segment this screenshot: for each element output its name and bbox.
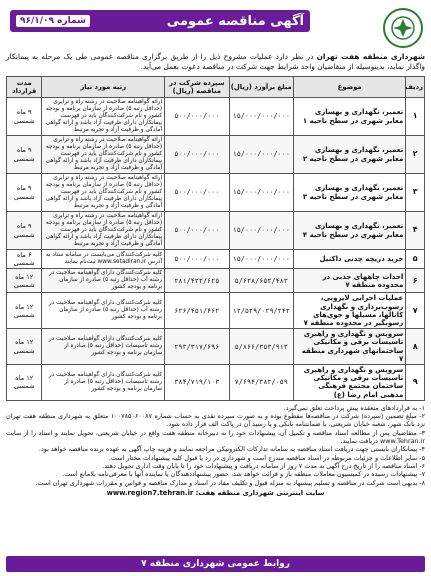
col-header-subject: موضوع — [294, 77, 406, 98]
row-estimate: ۱۵/۰۰۰/۰۰۰/۰۰۰ — [229, 250, 293, 269]
table-row — [7, 365, 425, 401]
row-number: ۶ — [406, 269, 425, 293]
table-row — [7, 269, 425, 293]
row-estimate: ۱۵/۰۰۰/۰۰۰/۰۰۰ — [229, 98, 293, 136]
row-number: ۸ — [406, 329, 425, 365]
row-qualification: کلیه شرکت‌کنندگان دارای گواهینامه صلاحیت در رشته تاسیسات (حداقل رتبه ۵) صادره از سازمان برنامه و بودجه کشور — [42, 365, 165, 401]
row-duration: ۱۲ ماه شمسی — [7, 269, 42, 293]
row-qualification: ارائه گواهینامه صلاحیت در رشته راه و ترابری (حداقل رتبه ۵) صادره از سازمان برنامه و بودجه کشور و نام شرکت‌کنندگان باید در فهرست پیمانکاران دارای ظرفیت آزاد باشد و ارائه گواهی آمادگی و ظرفیت آزاد و تجربه مرتبط — [42, 136, 165, 174]
col-header-deposit: سپرده شرکت در مناقصه (ریال) — [165, 77, 229, 98]
row-duration: ۹ ماه شمسی — [7, 212, 42, 250]
row-estimate: ۵/۸۶۶/۳۵۳/۹۱۳ — [229, 329, 293, 365]
table-header-row — [7, 77, 425, 98]
tehran-municipality-logo-icon — [383, 8, 423, 48]
col-header-qualification: رتبه مورد نیاز — [42, 77, 165, 98]
row-qualification: کلیه شرکت‌کنندگان می‌بایست در سامانه ستاد به آدرس www.setadiran.ir ثبت‌نام نمایند — [42, 250, 165, 269]
title-banner — [10, 10, 310, 32]
row-deposit: ۵۰۰/۰۰۰/۰۰۰ — [165, 136, 229, 174]
row-number: ۱ — [406, 98, 425, 136]
col-header-row-no: ردیف — [406, 77, 425, 98]
note-item: ۷- پیشنهادات رسیده در کمیسیون معاملات منطقه باز و قرائت خواهد شد، حضور پیشنهاددهندگان یا نماینده آنها با معرفی‌نامه بلامانع است. — [62, 470, 425, 479]
row-subject: عملیات اجرایی لایروبی، رسوب‌برداری و نگهداری کانالها، مسیلها و جوی‌های رسوبگیر در محدوده منطقه ۷ — [294, 293, 406, 329]
row-number: ۹ — [406, 365, 425, 401]
row-estimate: ۷/۶۹۴/۳۸۲/۰۵۹ — [229, 365, 293, 401]
row-deposit: ۵۰۰/۰۰۰/۰۰۰ — [165, 212, 229, 250]
row-deposit: ۵۰۰/۰۰۰/۰۰۰ — [165, 98, 229, 136]
row-deposit: ۵۰۰/۰۰۰/۰۰۰ — [165, 250, 229, 269]
header — [6, 6, 425, 52]
col-header-estimate: مبلغ برآورد (ریال) — [229, 77, 293, 98]
row-subject: خرید دریچه چدنی داکتیل — [294, 250, 406, 269]
row-duration: ۹ ماه شمسی — [7, 98, 42, 136]
row-duration: ۱۲ ماه شمسی — [7, 329, 42, 365]
row-estimate: ۱۵/۰۰۰/۰۰۰/۰۰۰ — [229, 212, 293, 250]
website-line[interactable]: سایت اینترنتی شهرداری منطقه هفت: www.region7.tehran.ir — [106, 488, 325, 497]
row-subject: احداث چاههای جذبی در محدوده منطقه ۷ — [294, 269, 406, 293]
row-number: ۲ — [406, 136, 425, 174]
intro-text: در نظر دارد عملیات مشروح ذیل را از طریق برگزاری مناقصه عمومی طی یک مرحله به پیمانکار واگذار نماید، بدینوسیله از متقاضیان واجد شرایط جهت شرکت در مناقصه دعوت بعمل می‌آید. — [6, 52, 425, 71]
row-estimate: ۵/۶۲۸/۶۵۲/۴۸۳ — [229, 269, 293, 293]
row-subject: تعمیر، نگهداری و بهسازی معابر شهری در سطح ناحیه ۲ — [294, 136, 406, 174]
row-deposit: ۵۰۰/۰۰۰/۰۰۰ — [165, 174, 229, 212]
ad-title: آگهی مناقصه عمومی — [166, 13, 304, 29]
note-item: ۳- متقاضیان پس از مطالعه اسناد مناقصه و تکمیل آن، پیشنهادات خود را به دبیرخانه منطقه هفت واقع در خیابان شریعتی، تحویل نمایند و اسناد را از سایت www.Tehran.ir دریافت نمایند. — [6, 428, 425, 446]
table-row — [7, 212, 425, 250]
row-duration: ۹ ماه شمسی — [7, 174, 42, 212]
table-row — [7, 136, 425, 174]
row-number: ۵ — [406, 250, 425, 269]
row-qualification: کلیه شرکت‌کنندگان دارای گواهینامه صلاحیت در رشته آب (حداقل رتبه ۵) صادره از سازمان برنامه و بودجه کشور — [42, 293, 165, 329]
row-qualification: کلیه شرکت‌کنندگان دارای گواهینامه صلاحیت در رشته تاسیسات (حداقل رتبه ۵) صادره از سازمان برنامه و بودجه کشور — [42, 329, 165, 365]
table-row — [7, 174, 425, 212]
note-item: ۸- بدیهی است شرکت در مناقصه و تسلیم پیشنهاد به منزله قبول و تکلیف مفاد در اسناد و مدارک مناقصه و قوانین و مقررات شهرداری تهران است. — [35, 478, 425, 487]
row-estimate: ۱۲/۵۲۹/۰۲۹/۲۴۲ — [229, 293, 293, 329]
row-number: ۴ — [406, 212, 425, 250]
footer-text: روابط عمومی شهرداری منطقه ۷ — [141, 559, 290, 569]
ad-number: شماره ۹۶/۱/۰۹ — [16, 15, 90, 27]
table-row — [7, 293, 425, 329]
row-deposit: ۲۹۳/۳۱۷/۶۹۶ — [165, 329, 229, 365]
note-item: ۱- به قراردادهای منعقده پیش پرداخت تعلق نمی‌گیرد. — [283, 403, 425, 412]
intro-org: شهرداری منطقه هفت تهران — [316, 52, 425, 61]
note-item: ۴- پیمانکاران بایستی جهت دریافت اسناد مناقصه به سامانه تدارکات الکترونیکی مراجعه نمایند و هزینه چاپ آگهی به عهده برنده مناقصه خواهد بود. — [38, 445, 425, 454]
note-item: ۵- سایر اطلاعات و جزئیات مربوطه در اسناد مناقصه مندرج است و شهرداری در رد یا قبول کلیه پیشنهادات مختار است. — [108, 453, 425, 462]
row-duration: ۱۲ ماه شمسی — [7, 293, 42, 329]
row-estimate: ۱۵/۰۰۰/۰۰۰/۰۰۰ — [229, 174, 293, 212]
row-deposit: ۲۸۱/۴۳۲/۶۲۵ — [165, 269, 229, 293]
row-qualification: ارائه گواهینامه صلاحیت در رشته راه و ترابری (حداقل رتبه ۵) صادره از سازمان برنامه و بودجه کشور و نام شرکت‌کنندگان باید در فهرست پیمانکاران دارای ظرفیت آزاد باشد و ارائه گواهی آمادگی و ظرفیت آزاد و تجربه مرتبط — [42, 212, 165, 250]
row-qualification: ارائه گواهینامه صلاحیت در رشته راه و ترابری (حداقل رتبه ۵) صادره از سازمان برنامه و بودجه کشور و نام شرکت‌کنندگان باید در فهرست پیمانکاران دارای ظرفیت آزاد باشد و ارائه گواهی آمادگی و ظرفیت آزاد و تجربه مرتبط — [42, 174, 165, 212]
note-item: ۲- مبلغ تضمین (سپرده) شرکت در مناقصه‌ها مقطوع بوده و به صورت سپرده نقدی به حساب شماره ۱۰۰۷۸۵۰۶۰۰۸۷ متعلق به شهرداری منطقه هفت تهران نزد بانک شهر، شعبه خیابان شریعتی، یا ضمانتنامه بانکی و یا رسید آن در پاکت الف قرار داده شود. — [6, 412, 425, 429]
row-subject: تعمیر، نگهداری و بهسازی معابر شهری در سطح ناحیه ۳ — [294, 174, 406, 212]
tender-table — [6, 76, 425, 401]
row-duration: ۹ ماه شمسی — [7, 136, 42, 174]
row-number: ۳ — [406, 174, 425, 212]
row-duration: ۶ ماه شمسی — [7, 250, 42, 269]
row-subject: سرویس و نگهداری و راهبری تاسیسات برقی و مکانیکی ساختمانهای شهرداری منطقه ۷ — [294, 329, 406, 365]
table-row — [7, 98, 425, 136]
table-row — [7, 329, 425, 365]
row-number: ۷ — [406, 293, 425, 329]
row-subject: تعمیر، نگهداری و بهسازی معابر شهری در سطح ناحیه ۴ — [294, 212, 406, 250]
intro-paragraph — [6, 52, 425, 72]
notes — [6, 404, 425, 487]
row-deposit: ۳۸۴/۷۱۹/۱۰۳ — [165, 365, 229, 401]
table-row — [7, 250, 425, 269]
row-estimate: ۱۵/۰۰۰/۰۰۰/۰۰۰ — [229, 136, 293, 174]
footer-banner — [6, 556, 425, 572]
note-item: ۶- اسناد مناقصه را از تاریخ درج آگهی به مدت ۷ روز از سامانه دریافت و پیشنهادات خود را تا پایان وقت اداری تحویل دهند. — [102, 461, 425, 470]
row-qualification: ارائه گواهینامه صلاحیت در رشته راه و ترابری (حداقل رتبه ۵) صادره از سازمان برنامه و بودجه کشور و نام شرکت‌کنندگان باید در فهرست پیمانکاران دارای ظرفیت آزاد باشد و ارائه گواهی آمادگی و ظرفیت آزاد و تجربه مرتبط — [42, 98, 165, 136]
row-subject: تعمیر، نگهداری و بهسازی معابر شهری در سطح ناحیه ۱ — [294, 98, 406, 136]
row-qualification: کلیه شرکت‌کنندگان دارای گواهینامه صلاحیت در رشته آب (حداقل رتبه ۵) صادره از سازمان برنامه و بودجه کشور — [42, 269, 165, 293]
col-header-duration: مدت قرارداد — [7, 77, 42, 98]
row-deposit: ۶۲۶/۴۵۱/۴۶۲ — [165, 293, 229, 329]
row-subject: سرویس و نگهداری و راهبری تاسیسات برقی و مکانیکی ساختمان مجتمع فرهنگی مذهبی امام رضا (ع) — [294, 365, 406, 401]
row-duration: ۱۲ ماه شمسی — [7, 365, 42, 401]
